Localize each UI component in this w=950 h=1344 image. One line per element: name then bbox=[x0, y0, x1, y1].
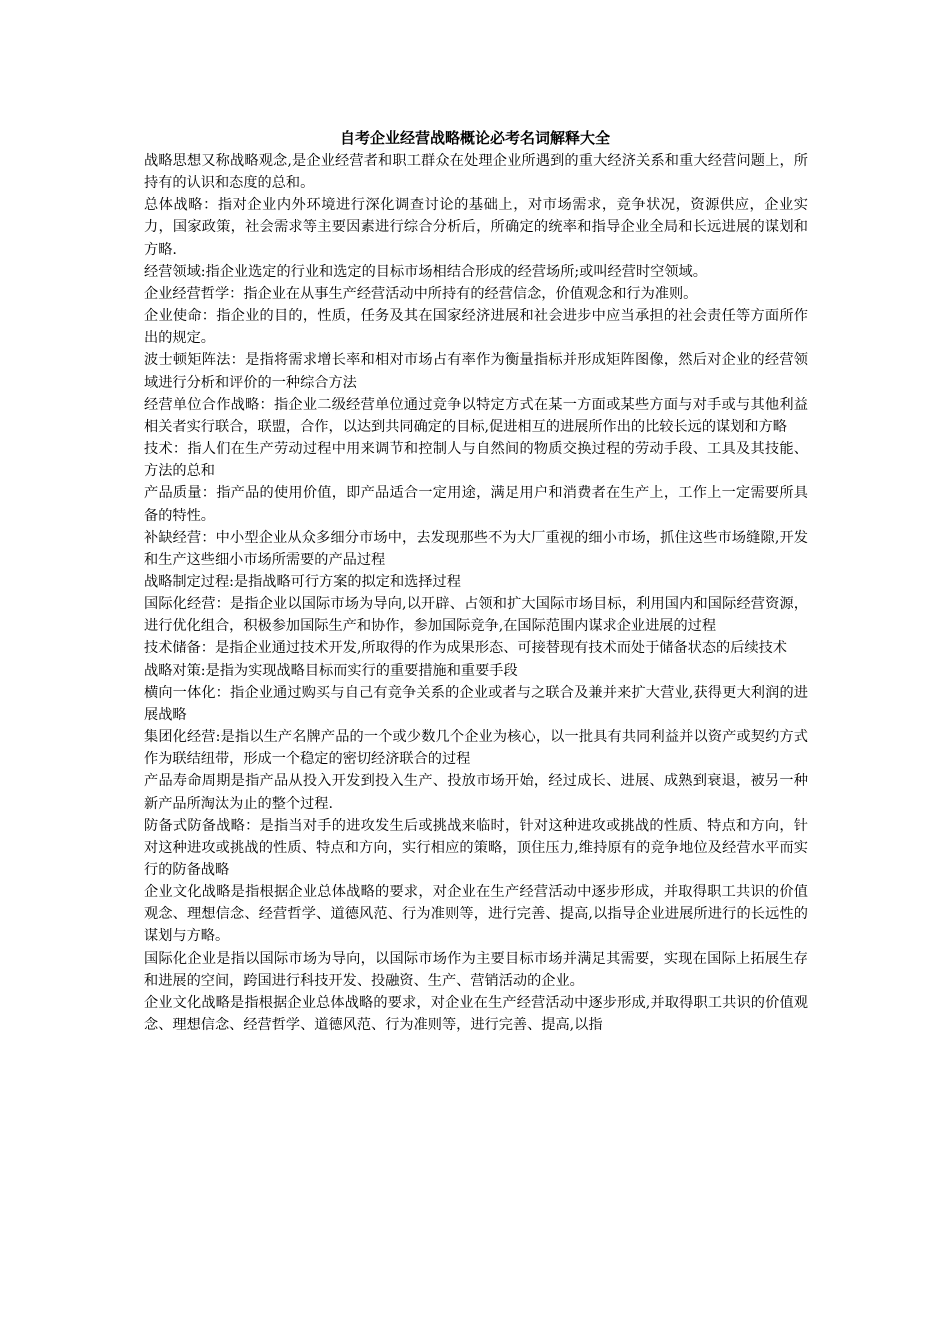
term-entry: 防备式防备战略：是指当对手的进攻发生后或挑战来临时，针对这种进攻或挑战的性质、特点和方向，针对这种进攻或挑战的性质、特点和方向，实行相应的策略，顶住压力,维持原有的竞争地位及经营水平而实行的防备战略 bbox=[144, 817, 808, 878]
term-entry: 横向一体化：指企业通过购买与自己有竞争关系的企业或者与之联合及兼并来扩大营业,获得更大利润的进展战略 bbox=[144, 684, 808, 723]
document-body bbox=[144, 150, 808, 1036]
term-entry: 国际化经营：是指企业以国际市场为导向,以开辟、占领和扩大国际市场目标，利用国内和国际经营资源，进行优化组合，积极参加国际生产和协作，参加国际竞争,在国际范围内谋求企业进展的过程 bbox=[144, 596, 808, 635]
term-entry: 国际化企业是指以国际市场为导向，以国际市场作为主要目标市场并满足其需要，实现在国际上拓展生存和进展的空间，跨国进行科技开发、投融资、生产、营销活动的企业。 bbox=[144, 950, 808, 989]
term-entry: 集团化经营:是指以生产名牌产品的一个或少数几个企业为核心，以一批具有共同利益并以资产或契约方式作为联结纽带，形成一个稳定的密切经济联合的过程 bbox=[144, 729, 808, 768]
term-entry: 波士顿矩阵法：是指将需求增长率和相对市场占有率作为衡量指标并形成矩阵图像，然后对企业的经营领域进行分析和评价的一种综合方法 bbox=[144, 352, 808, 391]
term-entry: 企业文化战略是指根据企业总体战略的要求，对企业在生产经营活动中逐步形成,并取得职工共识的价值观念、理想信念、经营哲学、道德风范、行为准则等，进行完善、提高,以指 bbox=[144, 994, 808, 1034]
term-entry: 企业文化战略是指根据企业总体战略的要求，对企业在生产经营活动中逐步形成，并取得职工共识的价值观念、理想信念、经营哲学、道德风范、行为准则等，进行完善、提高,以指导企业进展所进行的长远性的谋划与方略。 bbox=[144, 884, 808, 945]
term-entry: 战略对策:是指为实现战略目标而实行的重要措施和重要手段 bbox=[144, 662, 518, 679]
term-entry: 产品质量：指产品的使用价值，即产品适合一定用途，满足用户和消费者在生产上，工作上一定需要所具备的特性。 bbox=[144, 485, 808, 524]
term-entry: 经营领域:指企业选定的行业和选定的目标市场相结合形成的经营场所;或叫经营时空领域。 bbox=[144, 263, 707, 280]
term-entry: 战略思想又称战略观念,是企业经营者和职工群众在处理企业所遇到的重大经济关系和重大经营问题上，所持有的认识和态度的总和。 bbox=[144, 153, 808, 192]
document-title: 自考企业经营战略概论必考名词解释大全 bbox=[339, 129, 610, 147]
term-entry: 产品寿命周期是指产品从投入开发到投入生产、投放市场开始，经过成长、进展、成熟到衰退，被另一种新产品所淘汰为止的整个过程. bbox=[144, 773, 808, 812]
term-entry: 经营单位合作战略：指企业二级经营单位通过竞争以特定方式在某一方面或某些方面与对手或与其他利益相关者实行联合，联盟，合作，以达到共同确定的目标,促进相互的进展所作出的比较长远的谋划和方略 bbox=[144, 396, 808, 435]
term-entry: 企业经营哲学：指企业在从事生产经营活动中所持有的经营信念，价值观念和行为准则。 bbox=[144, 285, 698, 302]
term-entry: 企业使命：指企业的目的，性质，任务及其在国家经济进展和社会进步中应当承担的社会责任等方面所作出的规定。 bbox=[144, 308, 808, 347]
term-entry: 战略制定过程:是指战略可行方案的拟定和选择过程 bbox=[144, 573, 461, 590]
term-entry: 补缺经营：中小型企业从众多细分市场中，去发现那些不为大厂重视的细小市场，抓住这些市场缝隙,开发和生产这些细小市场所需要的产品过程 bbox=[144, 529, 808, 568]
term-entry: 技术：指人们在生产劳动过程中用来调节和控制人与自然间的物质交换过程的劳动手段、工具及其技能、方法的总和 bbox=[144, 441, 808, 480]
term-entry: 总体战略：指对企业内外环境进行深化调查讨论的基础上，对市场需求，竞争状况，资源供应，企业实力，国家政策，社会需求等主要因素进行综合分析后，所确定的统率和指导企业全局和长远进展的谋划和方略. bbox=[144, 197, 808, 258]
term-entry: 技术储备：是指企业通过技术开发,所取得的作为成果形态、可接替现有技术而处于储备状态的后续技术 bbox=[144, 640, 787, 657]
